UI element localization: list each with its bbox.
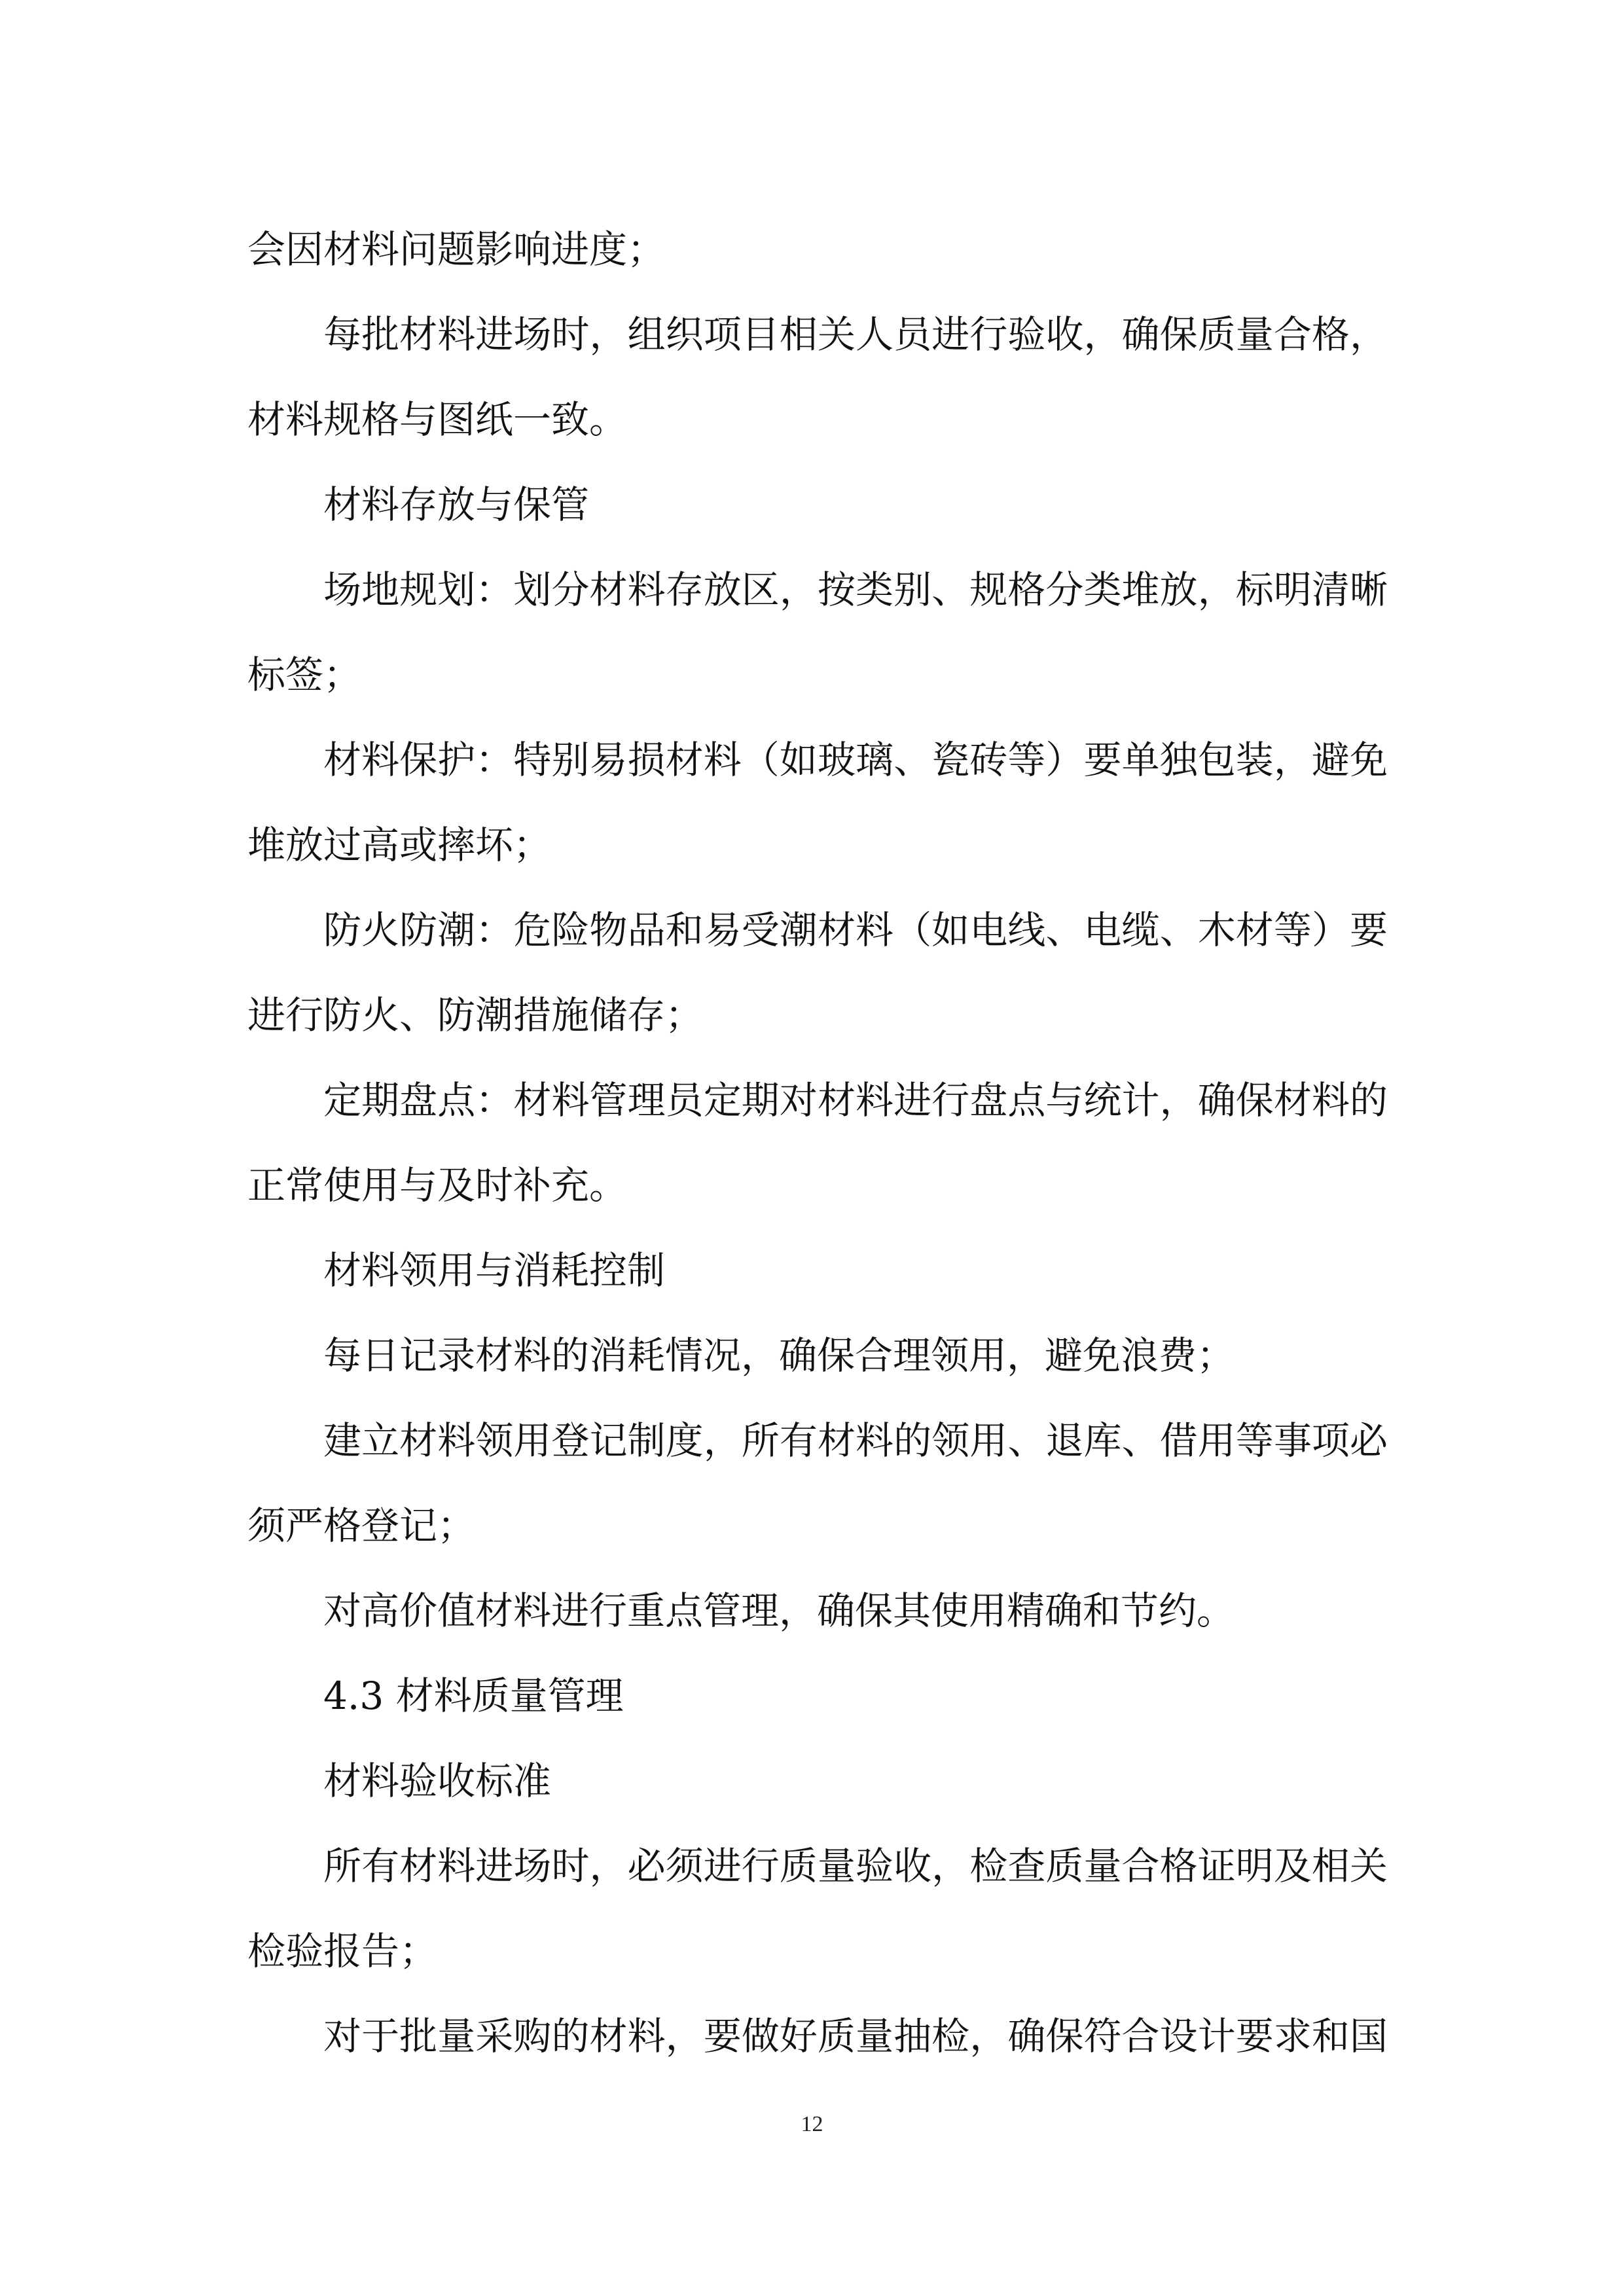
text-line: 场地规划：划分材料存放区，按类别、规格分类堆放，标明清晰: [323, 567, 1388, 612]
text-line: 堆放过高或摔坏；: [247, 823, 552, 867]
text-line: 每日记录材料的消耗情况，确保合理领用，避免浪费；: [323, 1333, 1235, 1378]
text-line: 每批材料进场时，组织项目相关人员进行验收，确保质量合格，: [323, 312, 1388, 357]
text-line: 材料规格与图纸一致。: [247, 397, 628, 442]
body-text: [247, 207, 1388, 2079]
text-line: 进行防火、防潮措施储存；: [247, 993, 704, 1037]
text-line: 定期盘点：材料管理员定期对材料进行盘点与统计，确保材料的: [323, 1078, 1388, 1122]
text-line: 对于批量采购的材料，要做好质量抽检，确保符合设计要求和国: [323, 2014, 1388, 2058]
text-line: 正常使用与及时补充。: [247, 1163, 628, 1208]
text-line: 检验报告；: [247, 1929, 438, 1973]
text-line: 对高价值材料进行重点管理，确保其使用精确和节约。: [323, 1588, 1235, 1633]
section-heading: 4.3 材料质量管理: [323, 1674, 624, 1718]
text-line: 材料保护：特别易损材料（如玻璃、瓷砖等）要单独包装，避免: [323, 738, 1388, 782]
text-line: 会因材料问题影响进度；: [247, 227, 666, 272]
subheading: 材料领用与消耗控制: [323, 1248, 666, 1293]
text-line: 建立材料领用登记制度，所有材料的领用、退库、借用等事项必: [323, 1418, 1388, 1463]
subheading: 材料验收标准: [323, 1759, 552, 1803]
text-line: 须严格登记；: [247, 1503, 476, 1548]
text-line: 标签；: [247, 653, 362, 697]
text-line: 所有材料进场时，必须进行质量验收，检查质量合格证明及相关: [323, 1844, 1388, 1888]
subheading: 材料存放与保管: [323, 482, 590, 527]
page-number: 12: [801, 2112, 823, 2136]
text-line: 防火防潮：危险物品和易受潮材料（如电线、电缆、木材等）要: [323, 908, 1388, 952]
